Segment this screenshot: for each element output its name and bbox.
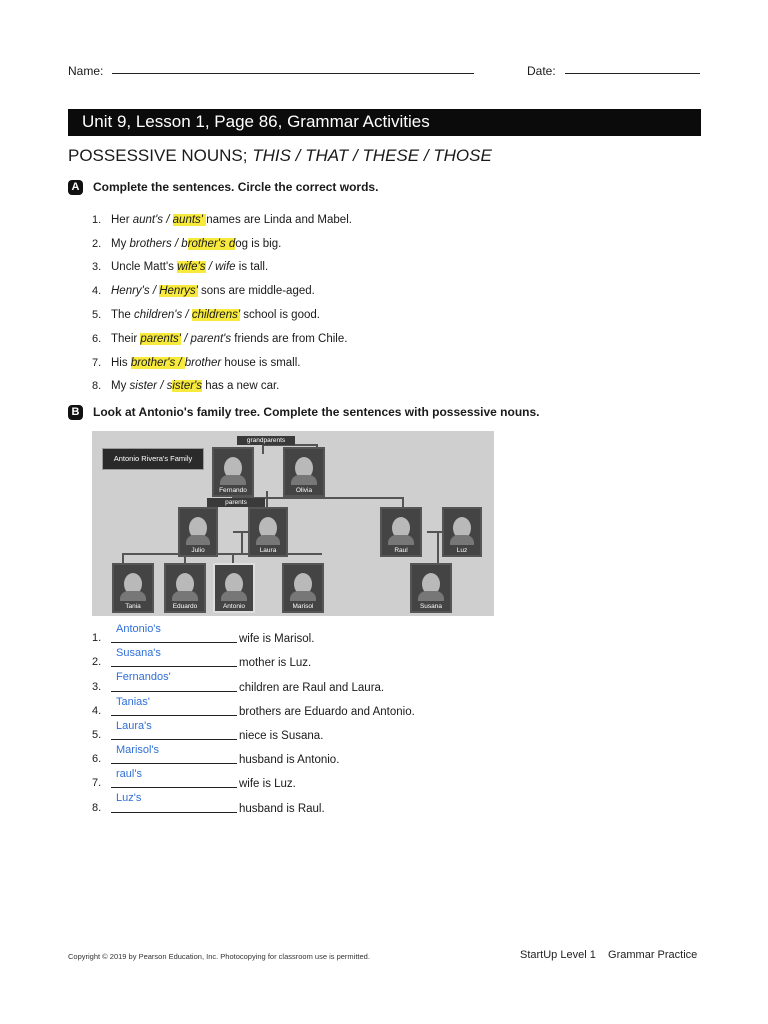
sentence-text: is tall. [235, 261, 269, 274]
person-name: Raul [394, 547, 408, 554]
answer-field[interactable]: Antonio's [116, 623, 161, 635]
item-number: 2. [92, 237, 102, 250]
section-a-item [92, 256, 352, 280]
circled-answer[interactable]: ister's [172, 380, 203, 393]
item-number: 6. [92, 753, 102, 766]
answer-line [111, 787, 237, 788]
circled-answer[interactable]: Henrys' [159, 285, 198, 298]
sentence-text: My [111, 237, 130, 250]
circled-answer[interactable]: parents' [140, 332, 181, 345]
choice-text[interactable]: Henry's / [111, 285, 160, 298]
person-name: Tania [125, 603, 141, 610]
sentence-text: wife is Marisol. [239, 633, 315, 646]
sentence-text: brothers are Eduardo and Antonio. [239, 705, 415, 718]
subtitle-plain: POSSESSIVE NOUNS; [68, 146, 253, 165]
circled-answer[interactable]: rother's d [187, 237, 236, 250]
item-number: 8. [92, 380, 102, 393]
name-field-line[interactable] [112, 73, 474, 74]
item-number: 7. [92, 356, 102, 369]
family-tree-image [92, 431, 494, 616]
person-name: Luz [456, 547, 468, 554]
section-a-item [92, 232, 352, 256]
photo-laura [248, 507, 288, 557]
photo-eduardo [164, 563, 206, 613]
sentence-text: children are Raul and Laura. [239, 681, 385, 694]
item-number: 8. [92, 801, 102, 814]
photo-antonio [213, 563, 255, 613]
answer-field[interactable]: Tanias' [116, 695, 150, 708]
choice-text[interactable]: brother [184, 356, 222, 369]
sentence-text: og is big. [235, 237, 282, 250]
section-b-badge: B [68, 405, 83, 420]
section-a-item [92, 351, 352, 375]
sentence-text: Uncle Matt's [111, 261, 178, 274]
answer-field[interactable]: Luz's [116, 792, 142, 805]
answer-field[interactable]: Laura's [116, 719, 152, 732]
tree-connector [232, 553, 234, 563]
item-number: 5. [92, 728, 102, 741]
sentence-text: sons are middle-aged. [197, 285, 315, 298]
item-number: 4. [92, 704, 102, 717]
person-name: Marisol [292, 603, 314, 610]
answer-field[interactable]: Marisol's [116, 743, 160, 756]
subtitle-italic: THIS / THAT / THESE / THOSE [252, 146, 492, 165]
sentence-text: The [111, 309, 135, 322]
banner-title: Unit 9, Lesson 1, Page 86, Grammar Activities [82, 112, 430, 131]
photo-olivia [283, 447, 325, 497]
answer-line [111, 691, 237, 692]
section-a-item [92, 208, 352, 232]
photo-susana [410, 563, 452, 613]
circled-answer[interactable]: childrens' [191, 309, 241, 322]
answer-line [111, 763, 237, 764]
section-a-item [92, 375, 352, 399]
item-number: 7. [92, 777, 102, 790]
photo-julio [178, 507, 218, 557]
photo-tania [112, 563, 154, 613]
sentence-text: school is good. [240, 309, 320, 322]
person-name: Laura [259, 547, 277, 554]
sentence-text: husband is Raul. [239, 802, 325, 815]
answer-line [111, 666, 237, 667]
parents-label: parents [207, 498, 265, 507]
date-label: Date: [527, 64, 556, 78]
circled-answer[interactable]: wife's [177, 261, 206, 274]
person-name: Olivia [295, 487, 313, 494]
answer-field[interactable]: raul's [116, 768, 142, 781]
sentence-text: Her [111, 213, 133, 226]
sentence-text: friends are from Chile. [231, 332, 348, 345]
tree-connector [241, 531, 243, 555]
person-name: Julio [191, 547, 205, 554]
photo-luz [442, 507, 482, 557]
section-a-list [92, 208, 352, 398]
sentence-text: Their [111, 332, 141, 345]
photo-marisol [282, 563, 324, 613]
tree-connector [122, 553, 322, 555]
footer-book-title: StartUp Level 1 Grammar Practice [520, 949, 698, 961]
choice-text[interactable]: / parent's [180, 332, 232, 345]
sentence-text: husband is Antonio. [239, 754, 340, 767]
section-a-instruction: Complete the sentences. Circle the correct words. [93, 180, 379, 194]
answer-field[interactable]: Susana's [116, 647, 161, 660]
choice-text[interactable]: sister / s [129, 380, 173, 393]
answer-line [111, 812, 237, 813]
tree-connector [122, 553, 124, 563]
item-number: 2. [92, 656, 102, 669]
unit-banner [68, 109, 701, 136]
copyright-text: Copyright © 2019 by Pearson Education, Inc. Photocopying for classroom use is permitted. [68, 952, 370, 961]
circled-answer[interactable]: aunts' [172, 213, 207, 226]
section-a-item [92, 303, 352, 327]
tree-connector [402, 497, 404, 507]
sentence-text: mother is Luz. [239, 657, 312, 670]
choice-text[interactable]: brothers / b [129, 237, 188, 250]
sentence-text: has a new car. [202, 380, 280, 393]
sentence-text: His [111, 356, 131, 369]
photo-raul [380, 507, 422, 557]
choice-text[interactable]: / wife [205, 261, 236, 274]
sentence-text: My [111, 380, 130, 393]
date-field-line[interactable] [565, 73, 700, 74]
choice-text[interactable]: children's / [134, 309, 192, 322]
sentence-text: niece is Susana. [239, 729, 324, 742]
photo-fernando [212, 447, 254, 497]
item-number: 3. [92, 680, 102, 693]
choice-text[interactable]: aunt's / [132, 213, 173, 226]
item-number: 6. [92, 332, 102, 345]
item-number: 1. [92, 213, 102, 226]
person-name: Eduardo [172, 603, 198, 610]
item-number: 4. [92, 285, 102, 298]
answer-field[interactable]: Fernandos' [116, 671, 171, 684]
tree-connector [437, 531, 439, 563]
section-a-badge: A [68, 180, 83, 195]
grandparents-label: grandparents [237, 436, 295, 445]
family-tree-title: Antonio Rivera's Family [102, 448, 204, 470]
answer-line [111, 739, 237, 740]
page-subtitle [68, 146, 492, 166]
item-number: 1. [92, 632, 102, 645]
item-number: 3. [92, 261, 102, 274]
item-number: 5. [92, 309, 102, 322]
answer-line [111, 642, 237, 643]
sentence-text: house is small. [221, 356, 301, 369]
section-a-item [92, 327, 352, 351]
sentence-text: wife is Luz. [239, 778, 296, 791]
answer-line [111, 715, 237, 716]
sentence-text: names are Linda and Mabel. [206, 213, 352, 226]
person-name: Fernando [219, 487, 247, 494]
person-name: Antonio [222, 603, 246, 610]
tree-connector [262, 444, 264, 454]
person-name: Susana [419, 603, 443, 610]
section-b-instruction: Look at Antonio's family tree. Complete the sentences with possessive nouns. [93, 405, 540, 419]
section-a-item [92, 279, 352, 303]
name-label: Name: [68, 64, 104, 78]
circled-answer[interactable]: brother's / [130, 356, 185, 369]
